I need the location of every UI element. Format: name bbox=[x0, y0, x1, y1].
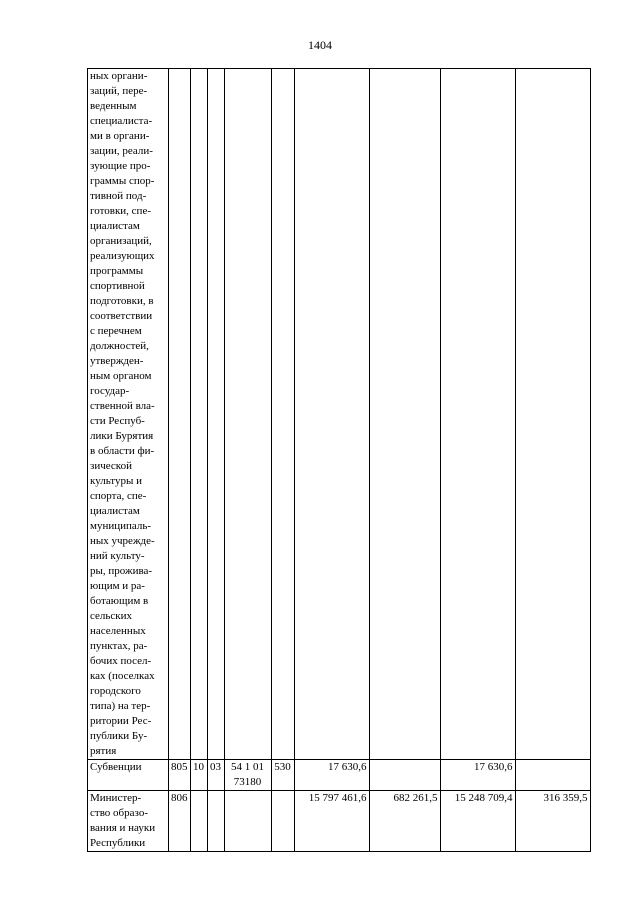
amount-col4-cell: 316 359,5 bbox=[515, 791, 590, 852]
expense-type-cell bbox=[271, 791, 294, 852]
budget-table bbox=[87, 68, 591, 852]
table-row bbox=[88, 791, 591, 852]
total-amount-cell bbox=[294, 69, 369, 760]
amount-col4-cell bbox=[515, 69, 590, 760]
page-number: 1404 bbox=[308, 38, 332, 52]
amount-col2-cell bbox=[369, 69, 440, 760]
amount-col2-cell bbox=[369, 760, 440, 791]
row-name: Министер- ство образо- вания и науки Республики bbox=[90, 792, 156, 849]
subsection-code-cell bbox=[207, 791, 224, 852]
expense-type-cell bbox=[271, 69, 294, 760]
total-amount-cell: 17 630,6 bbox=[294, 760, 369, 791]
row-name: Субвенции bbox=[90, 761, 142, 773]
amount-col3-cell bbox=[440, 69, 515, 760]
subsection-code-cell bbox=[207, 69, 224, 760]
section-code-cell bbox=[190, 69, 207, 760]
section-code-cell bbox=[190, 791, 207, 852]
amount-col3-cell: 17 630,6 bbox=[440, 760, 515, 791]
target-article-cell bbox=[224, 69, 271, 760]
table-row bbox=[88, 69, 591, 760]
row-name-cell bbox=[88, 791, 169, 852]
amount-col3-cell: 15 248 709,4 bbox=[440, 791, 515, 852]
section-code-cell: 10 bbox=[190, 760, 207, 791]
total-amount-cell: 15 797 461,6 bbox=[294, 791, 369, 852]
table-row bbox=[88, 760, 591, 791]
ministry-code-cell bbox=[169, 69, 191, 760]
expense-type-cell: 530 bbox=[271, 760, 294, 791]
ministry-code-cell: 805 bbox=[169, 760, 191, 791]
ministry-code-cell: 806 bbox=[169, 791, 191, 852]
row-name-cell bbox=[88, 69, 169, 760]
row-name-cell bbox=[88, 760, 169, 791]
amount-col2-cell: 682 261,5 bbox=[369, 791, 440, 852]
target-article-cell: 54 1 01 73180 bbox=[224, 760, 271, 791]
row-name: ных органи- заций, пере- веденным специалиста- ми в органи- зации, реали- зующие про- граммы спор- тивной под- готовки, спе- циалистам организаций, реализующих программы спортивной подготовки, в соответствии с перечнем должностей, утвержден- ным органом государ- ственной вла- сти Респуб- лики Бурятия в области фи- зической культуры и спорта, спе- циалистам муниципаль- ных учрежде- ний культу- ры, прожива- ющим и ра- ботающим в сельских населенных пунктах, ра- бочих посел- ках (поселках городского типа) на тер- ритории Рес- публики Бу- рятия bbox=[90, 70, 155, 757]
subsection-code-cell: 03 bbox=[207, 760, 224, 791]
amount-col4-cell bbox=[515, 760, 590, 791]
target-article-cell bbox=[224, 791, 271, 852]
